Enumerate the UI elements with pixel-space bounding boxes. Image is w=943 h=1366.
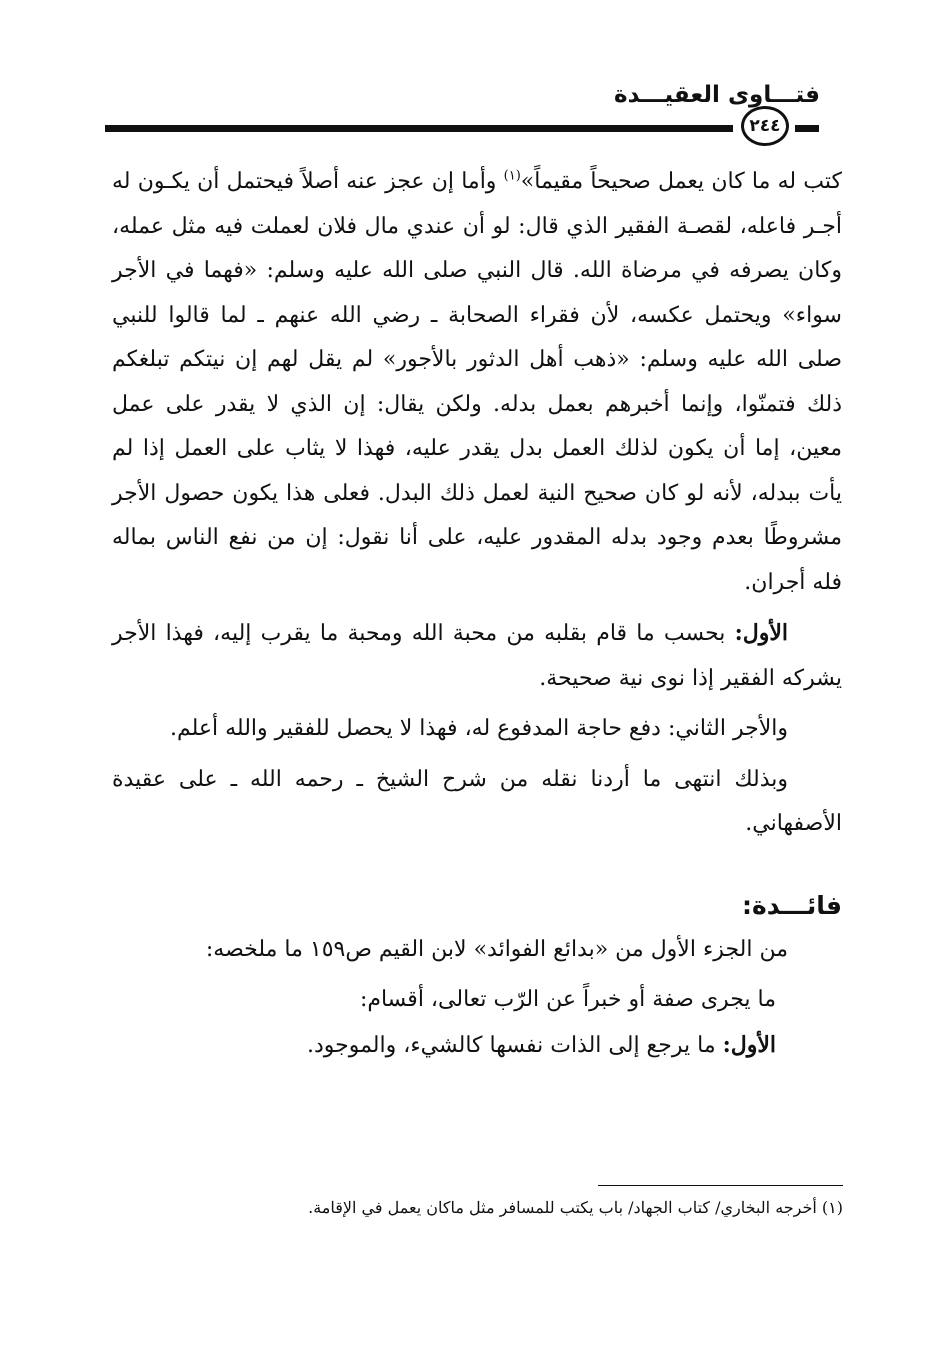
header-rule <box>105 125 733 132</box>
main-text <box>112 160 842 1068</box>
header-title: فتـــاوى العقيـــدة <box>614 82 820 108</box>
faida-line-2-text: ما يرجع إلى الذات نفسها كالشيء، والموجود. <box>306 1032 723 1058</box>
footnote: (١) أخرجه البخاري/ كتاب الجهاد/ باب يكتب للمسافر مثل ماكان يعمل في الإقامة. <box>308 1198 843 1217</box>
paragraph-2-text: بحسب ما قام بقلبه من محبة الله ومحبة ما يقرب إليه، فهذا الأجر يشركه الفقير إذا نوى نية صحيحة. <box>112 621 842 691</box>
paragraph-2-lead: الأول: <box>734 620 788 646</box>
faida-heading: فائـــدة: <box>742 890 842 920</box>
faida-line-2-lead: الأول: <box>722 1031 776 1058</box>
paragraph-1-part2: وأما إن عجز عنه أصلاً فيحتمل أن يكـون له أجـر فاعله، لقصـة الفقير الذي قال: لو أن عندي مال فلان لعملت فيه مثل عمله، وكان يصرفه في مرضاة الله. قال النبي صلى الله عليه وسلم: «فهما في الأجر سواء» ويحتمل عكسه، لأن فقراء الصحابة ـ رضي الله عنهم ـ لما قالوا للنبي صلى الله عليه وسلم: «ذهب أهل الدثور بالأجور» لم يقل لهم إن نيتكم تبلغكم ذلك فتمنّوا، وإنما أخبرهم بعمل بدله. ولكن يقال: إن الذي لا يقدر على عمل معين، إما أن يكون لذلك العمل بدل يقدر عليه، فهذا لا يثاب على العمل إذا لم يأت ببدله، لأنه لو كان صحيح النية لعمل ذلك البدل. فعلى هذا يكون حصول الأجر مشروطًا بعدم وجود بدله المقدور عليه، على أنا نقول: إن من نفع الناس بماله فله أجران. <box>112 169 842 595</box>
header-dash <box>795 125 819 132</box>
running-header <box>105 82 820 142</box>
paragraph-2 <box>112 611 842 701</box>
faida-line-1: ما يجرى صفة أو خبراً عن الرّب تعالى، أقسام: <box>359 987 776 1012</box>
paragraph-1-part1: كتب له ما كان يعمل صحيحاً مقيماً» <box>520 169 842 194</box>
paragraph-3: والأجر الثاني: دفع حاجة المدفوع له، فهذا لا يحصل للفقير والله أعلم. <box>169 716 788 741</box>
paragraph-1 <box>112 160 842 605</box>
footnote-ref: (١) <box>503 168 521 184</box>
faida-line-2 <box>112 1023 842 1069</box>
faida-intro: من الجزء الأول من «بدائع الفوائد» لابن القيم ص١٥٩ ما ملخصه: <box>205 936 788 962</box>
paragraph-4: وبذلك انتهى ما أردنا نقله من شرح الشيخ ـ رحمه الله ـ على عقيدة الأصفهاني. <box>112 766 842 836</box>
page-number: ٢٤٤ <box>741 106 789 146</box>
footnote-rule <box>598 1185 843 1186</box>
